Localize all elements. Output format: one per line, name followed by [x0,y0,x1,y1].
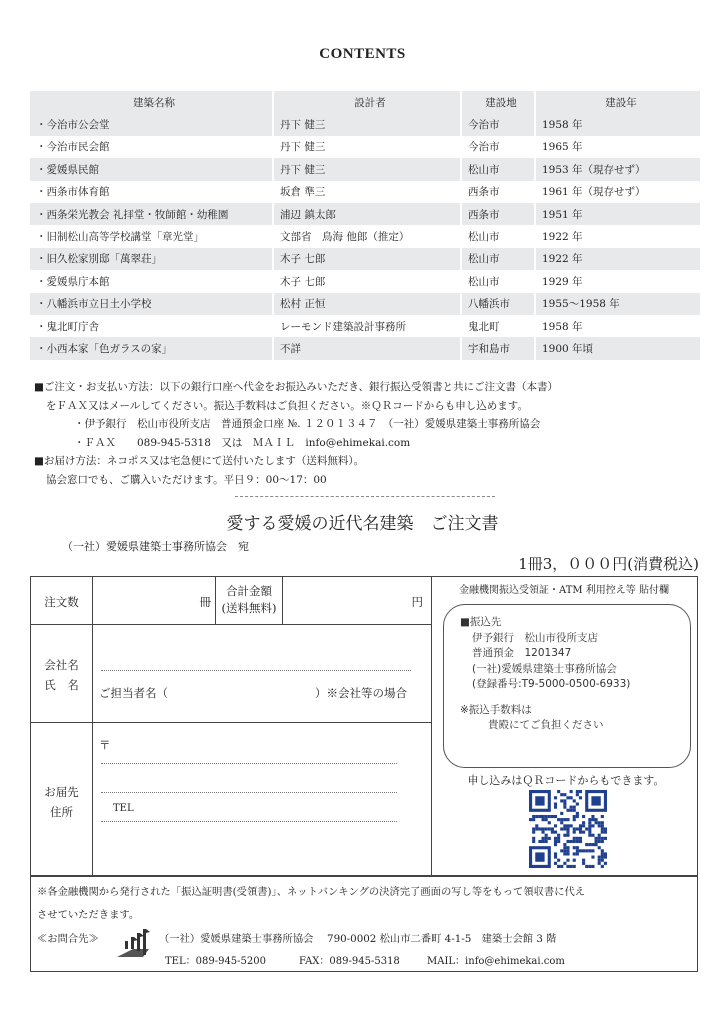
cell-name: ・今治市民会館 [36,141,110,154]
contents-table [30,91,700,360]
table-row [30,293,700,315]
cell-year: 1951 年 [535,203,700,225]
address-label-1: お届先 [44,785,79,799]
postal-mark: 〒 [99,738,111,752]
header-year: 建設年 [535,91,700,113]
header-designer: 設計者 [273,91,461,113]
delivery-line: ■お届け方法：ネコポス又は宅急便にて送付いたします（送料無料）。 [34,455,365,467]
divider [31,624,431,625]
name-label [31,655,92,695]
cell-name: ・愛媛県庁本館 [36,275,110,288]
cell-name: ・西条栄光教会 礼拝堂・牧師館・幼稚園 [36,208,229,221]
fax-mail-line: ・ＦＡＸ 089-945-5318 又は ＭＡＩＬ info@ehimekai.com [74,436,411,449]
total-label-2: (送料無料) [221,601,277,615]
account-holder: (一社)愛媛県建築士事務所協会 [472,662,617,675]
total-label-1: 合計金額 [226,584,272,598]
cell-year: 1965 年 [535,136,700,158]
receipt-note-1: ※各金融機関から発行された「振込証明書(受領書)」、ネットバンキングの決済完了画面の写し等をもって領収書に代え [37,886,586,898]
org-address: （一社）愛媛県建築士事務所協会 790-0002 松山市二番町 4-1-5 建築士会館 3 階 [159,933,557,945]
cell-year: 1900 年頃 [535,337,700,359]
cut-line [235,496,495,497]
table-row [30,113,700,135]
cell-designer: 丹下 健三 [273,113,461,135]
cell-year: 1953 年（現存せず） [535,158,700,180]
bank-name: 伊予銀行 松山市役所支店 [472,631,598,644]
price: 1冊3，０００円(消費税込) [518,555,699,573]
header-name: 建築名称 [133,96,175,109]
footer-fax: FAX：089-945-5318 [299,956,400,967]
order-info [34,378,704,489]
info-line: ■ご注文・お支払い方法：以下の銀行口座へ代金をお振込みいただき、銀行振込受領書と共にご注文書（本書） [34,381,558,393]
registration-number: (登録番号:T9-5000-0500-6933) [472,678,631,690]
divider [431,577,432,875]
association-logo-icon [115,927,151,961]
footer-mail[interactable]: MAIL：info@ehimekai.com [427,956,565,967]
cell-location: 鬼北町 [461,315,535,337]
qr-note: 申し込みはＱＲコードからもできます。 [467,774,665,787]
bank-transfer-box [443,604,691,768]
cell-year: 1958 年 [535,113,700,135]
cell-location: 宇和島市 [461,337,535,359]
cell-designer: 文部省 鳥海 他郎（推定） [273,225,461,247]
cell-designer: 不詳 [273,337,461,359]
tel-input[interactable] [101,821,397,822]
cell-name: ・西条市体育館 [36,186,110,199]
cell-year: 1961 年（現存せず） [535,181,700,203]
cell-location: 八幡浜市 [461,293,535,315]
total-label [216,583,282,617]
bank-account: 普通預金 1201347 [472,647,572,659]
cell-designer: 木子 七郎 [273,270,461,292]
cell-location: 今治市 [461,136,535,158]
table-row [30,181,700,203]
fee-note-1: ※振込手数料は [460,703,532,716]
cell-name: ・旧制松山高等学校講堂「章光堂」 [36,231,204,244]
name-label-1: 会社名 [44,658,79,672]
cell-designer: 浦辺 鎮太郎 [273,203,461,225]
contact-heading: ≪お問合先≫ [37,933,99,945]
tel-label: TEL [113,803,134,814]
table-row [30,248,700,270]
table-header-row [30,91,700,113]
total-input[interactable] [283,594,423,610]
cell-location: 松山市 [461,158,535,180]
cell-name: ・小西本家「色ガラスの家」 [36,342,173,355]
footer-tel: TEL：089-945-5200 [165,956,266,967]
bank-heading: ■振込先 [460,616,502,628]
footer [30,876,698,972]
qty-label: 注文数 [44,595,79,609]
qty-input[interactable] [93,594,211,610]
cell-name: ・今治市公会堂 [36,119,110,132]
cell-location: 今治市 [461,113,535,135]
cell-designer: 丹下 健三 [273,136,461,158]
cell-location: 松山市 [461,270,535,292]
cell-year: 1955〜1958 年 [535,293,700,315]
table-row [30,158,700,180]
fee-note-2: 貴殿にてご負担ください [488,719,604,731]
table-row [30,315,700,337]
contact-label: ご担当者名（ [99,686,168,700]
name-label-2: 氏 名 [44,678,79,692]
total-unit: 円 [411,595,423,609]
table-row [30,203,700,225]
cell-name: ・愛媛県民館 [36,163,99,176]
divider [31,722,431,723]
address-label [31,782,92,822]
counter-line: 協会窓口でも、ご購入いただけます。平日９：00〜17：00 [46,473,327,486]
bank-line: ・伊予銀行 松山市役所支店 普通預金口座 №. １２０１３４７ （一社）愛媛県建築士事務所協会 [74,418,541,430]
cell-year: 1922 年 [535,225,700,247]
cell-designer: 松村 正恒 [273,293,461,315]
cell-location: 西条市 [461,203,535,225]
qty-unit: 冊 [199,595,211,609]
paste-area-label: 金融機関振込受領証・ATM 利用控え等 貼付欄 [459,585,669,596]
cell-year: 1958 年 [535,315,700,337]
header-location: 建設地 [461,91,535,113]
cell-name: ・鬼北町庁舎 [36,320,99,333]
cell-name: ・旧久松家別邸「萬翠荘」 [36,253,162,266]
table-row [30,225,700,247]
receipt-note-2: させていただきます。 [37,909,140,921]
cell-designer: 丹下 健三 [273,158,461,180]
contact-suffix: ）※会社等の場合 [315,686,407,700]
info-line: をＦＡＸ又はメールしてください。振込手数料はご負担ください。※ＱＲコードからも申し込めます。 [46,399,528,412]
addressee: （一社）愛媛県建築士事務所協会 宛 [62,540,249,553]
cell-designer: レーモンド建築設計事務所 [273,315,461,337]
order-form-title: 愛する愛媛の近代名建築 ご注文書 [226,514,499,534]
divider [92,577,93,875]
company-name-input[interactable] [101,670,411,671]
cell-designer: 木子 七郎 [273,248,461,270]
cell-location: 西条市 [461,181,535,203]
cell-location: 松山市 [461,248,535,270]
cell-year: 1929 年 [535,270,700,292]
cell-name: ・八幡浜市立日土小学校 [36,298,152,311]
table-row [30,136,700,158]
cell-designer: 坂倉 準三 [273,181,461,203]
table-row [30,337,700,359]
cell-location: 松山市 [461,225,535,247]
contents-title: CONTENTS [319,46,406,62]
address-label-2: 住所 [50,805,73,819]
address-input-1[interactable] [101,763,397,764]
table-row [30,270,700,292]
address-input-2[interactable] [101,792,397,793]
qr-code[interactable] [529,790,607,868]
cell-year: 1922 年 [535,248,700,270]
